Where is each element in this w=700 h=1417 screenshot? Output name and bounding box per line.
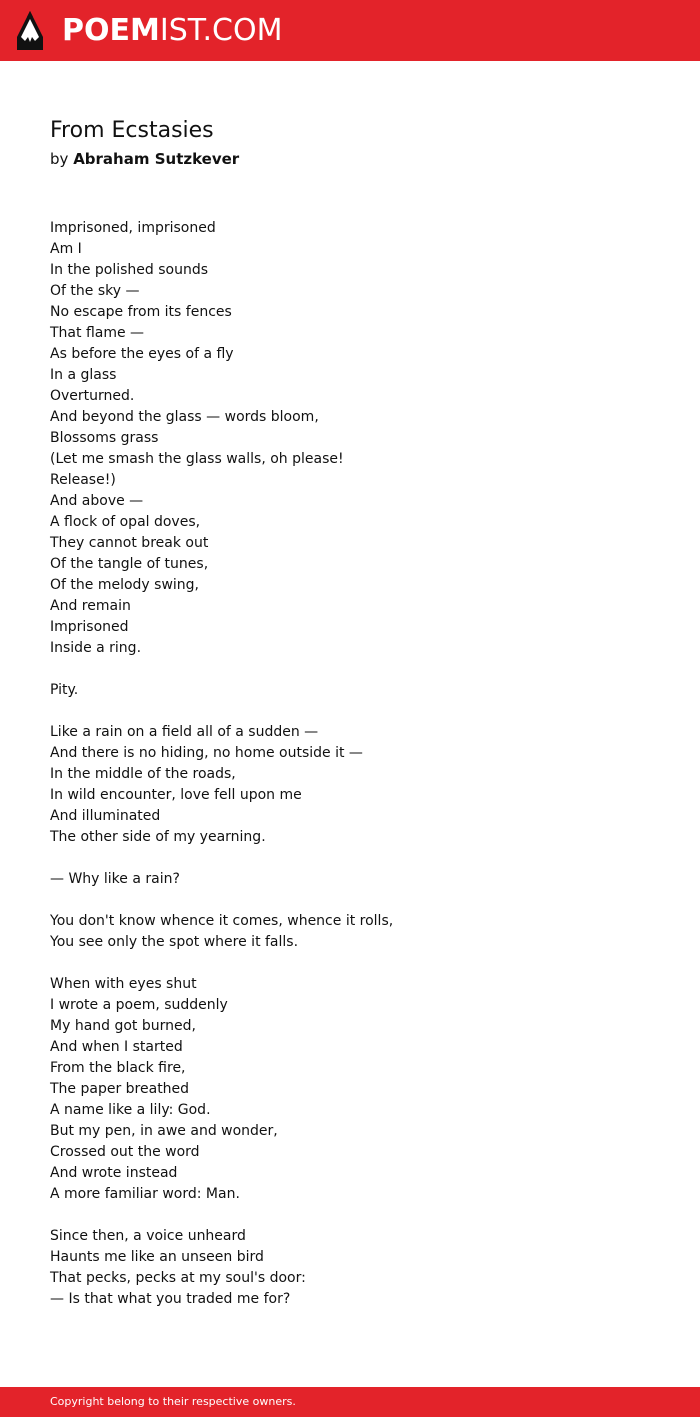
poem-line: And beyond the glass — words bloom, bbox=[50, 409, 319, 425]
site-footer bbox=[0, 1387, 700, 1417]
poem-line: No escape from its fences bbox=[50, 304, 232, 320]
stanza-break bbox=[50, 659, 650, 680]
poem-line: You see only the spot where it falls. bbox=[50, 934, 299, 950]
stanza-break bbox=[50, 701, 650, 722]
poem-author: Abraham Sutzkever bbox=[73, 150, 240, 168]
by-label: by bbox=[50, 150, 69, 168]
poem-line: Inside a ring. bbox=[50, 640, 142, 656]
copyright-notice: Copyright belong to their respective owners. bbox=[50, 1395, 296, 1408]
poem-line: Am I bbox=[50, 241, 82, 257]
poem-line: Imprisoned, imprisoned bbox=[50, 220, 216, 236]
poem-line: — Why like a rain? bbox=[50, 871, 180, 887]
poem-line: Imprisoned bbox=[50, 619, 129, 635]
poem-line: As before the eyes of a fly bbox=[50, 346, 234, 362]
poem-body bbox=[50, 218, 650, 1310]
poem-line: And above — bbox=[50, 493, 144, 509]
poem-line: And wrote instead bbox=[50, 1165, 178, 1181]
poem-line: Crossed out the word bbox=[50, 1144, 200, 1160]
poem-line: But my pen, in awe and wonder, bbox=[50, 1123, 278, 1139]
poem-line: When with eyes shut bbox=[50, 976, 197, 992]
poem-line: And there is no hiding, no home outside it — bbox=[50, 745, 363, 761]
poem-line: The other side of my yearning. bbox=[50, 829, 266, 845]
poem-line: The paper breathed bbox=[50, 1081, 190, 1097]
poem-line: Like a rain on a field all of a sudden — bbox=[50, 724, 319, 740]
poem-line: And illuminated bbox=[50, 808, 161, 824]
site-logo-text[interactable] bbox=[62, 12, 282, 50]
poem-line: A flock of opal doves, bbox=[50, 514, 201, 530]
stanza-break bbox=[50, 848, 650, 869]
poem-byline bbox=[50, 149, 239, 169]
poem-line: I wrote a poem, suddenly bbox=[50, 997, 228, 1013]
pencil-tip-icon[interactable] bbox=[16, 10, 44, 52]
poem-line: In wild encounter, love fell upon me bbox=[50, 787, 302, 803]
poem-line: You don't know whence it comes, whence it rolls, bbox=[50, 913, 394, 929]
poem-line: A more familiar word: Man. bbox=[50, 1186, 240, 1202]
stanza-break bbox=[50, 953, 650, 974]
site-header bbox=[0, 0, 700, 61]
poem-line: That pecks, pecks at my soul's door: bbox=[50, 1270, 306, 1286]
poem-title: From Ecstasies bbox=[50, 118, 214, 143]
poem-line: They cannot break out bbox=[50, 535, 209, 551]
logo-light-part: IST.COM bbox=[159, 13, 283, 48]
poem-line: And remain bbox=[50, 598, 131, 614]
poem-line: In the polished sounds bbox=[50, 262, 209, 278]
poem-line: Overturned. bbox=[50, 388, 135, 404]
poem-line: Of the sky — bbox=[50, 283, 140, 299]
poem-line: Pity. bbox=[50, 682, 79, 698]
poem-line: Of the melody swing, bbox=[50, 577, 199, 593]
poem-line: A name like a lily: God. bbox=[50, 1102, 211, 1118]
poem-line: In the middle of the roads, bbox=[50, 766, 236, 782]
poem-line: Of the tangle of tunes, bbox=[50, 556, 209, 572]
poem-line: From the black fire, bbox=[50, 1060, 186, 1076]
poem-line: — Is that what you traded me for? bbox=[50, 1291, 291, 1307]
poem-line: That flame — bbox=[50, 325, 145, 341]
poem-line: Since then, a voice unheard bbox=[50, 1228, 246, 1244]
poem-line: My hand got burned, bbox=[50, 1018, 196, 1034]
poem-line: And when I started bbox=[50, 1039, 183, 1055]
stanza-break bbox=[50, 890, 650, 911]
poem-line: Blossoms grass bbox=[50, 430, 159, 446]
poem-line: (Let me smash the glass walls, oh please! bbox=[50, 451, 344, 467]
logo-bold-part: POEM bbox=[62, 13, 160, 48]
stanza-break bbox=[50, 1205, 650, 1226]
poem-line: Haunts me like an unseen bird bbox=[50, 1249, 264, 1265]
poem-line: Release!) bbox=[50, 472, 116, 488]
poem-line: In a glass bbox=[50, 367, 117, 383]
